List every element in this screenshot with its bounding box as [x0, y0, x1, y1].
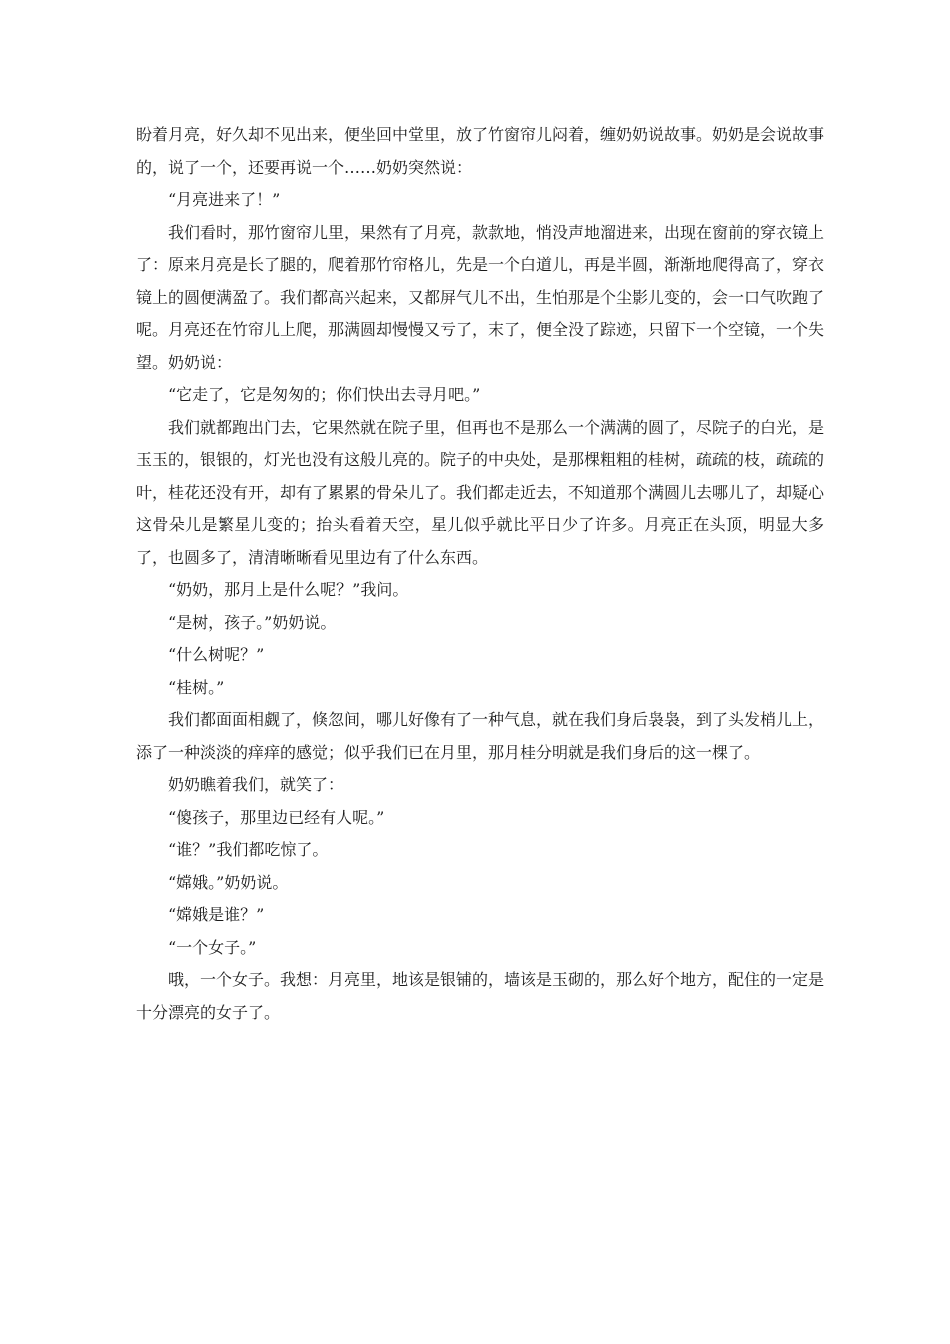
paragraph: “桂树。”	[168, 677, 225, 697]
paragraph: “它走了，它是匆匆的；你们快出去寻月吧。”	[168, 385, 481, 404]
paragraph: 哦，一个女子。我想：月亮里，地该是银铺的，墙该是玉砌的，那么好个地方，配住的一定是十分漂亮的女子了。	[136, 970, 825, 1022]
paragraph: 盼着月亮，好久却不见出来，便坐回中堂里，放了竹窗帘儿闷着，缠奶奶说故事。奶奶是会说故事的，说了一个，还要再说一个……奶奶突然说：	[136, 125, 825, 177]
paragraph: 奶奶瞧着我们，就笑了：	[168, 775, 345, 794]
paragraph: “谁？”我们都吃惊了。	[168, 840, 329, 859]
paragraph: “嫦娥是谁？”	[168, 905, 265, 924]
paragraph: “一个女子。”	[168, 937, 257, 957]
paragraph: “嫦娥。”奶奶说。	[168, 872, 289, 892]
paragraph: 我们都面面相觑了，倏忽间，哪儿好像有了一种气息，就在我们身后袅袅，到了头发梢儿上，添了一种淡淡的痒痒的感觉；似乎我们已在月里，那月桂分明就是我们身后的这一棵了。	[136, 710, 825, 762]
paragraph: “什么树呢？”	[168, 645, 265, 664]
paragraph: “傻孩子，那里边已经有人呢。”	[168, 807, 385, 827]
paragraph: 我们看时，那竹窗帘儿里，果然有了月亮，款款地，悄没声地溜进来，出现在窗前的穿衣镜上了：原来月亮是长了腿的，爬着那竹帘格儿，先是一个白道儿，再是半圆，渐渐地爬得高了，穿衣镜上的圆便满盈了。我们都高兴起来，又都屏气儿不出，生怕那是个尘影儿变的，会一口气吹跑了呢。月亮还在竹帘儿上爬，那满圆却慢慢又亏了，末了，便全没了踪迹，只留下一个空镜，一个失望。奶奶说：	[136, 222, 825, 372]
paragraph: “是树，孩子。”奶奶说。	[168, 612, 337, 632]
paragraph: “奶奶，那月上是什么呢？”我问。	[168, 580, 409, 599]
paragraph: 我们就都跑出门去，它果然就在院子里，但再也不是那么一个满满的圆了，尽院子的白光，是玉玉的，银银的，灯光也没有这般儿亮的。院子的中央处，是那棵粗粗的桂树，疏疏的枝，疏疏的叶，桂花还没有开，却有了累累的骨朵儿了。我们都走近去，不知道那个满圆儿去哪儿了，却疑心这骨朵儿是繁星儿变的；抬头看着天空，星儿似乎就比平日少了许多。月亮正在头顶，明显大多了，也圆多了，清清晰晰看见里边有了什么东西。	[136, 417, 825, 567]
paragraph: “月亮进来了！”	[168, 190, 281, 209]
story-text	[136, 119, 824, 1029]
